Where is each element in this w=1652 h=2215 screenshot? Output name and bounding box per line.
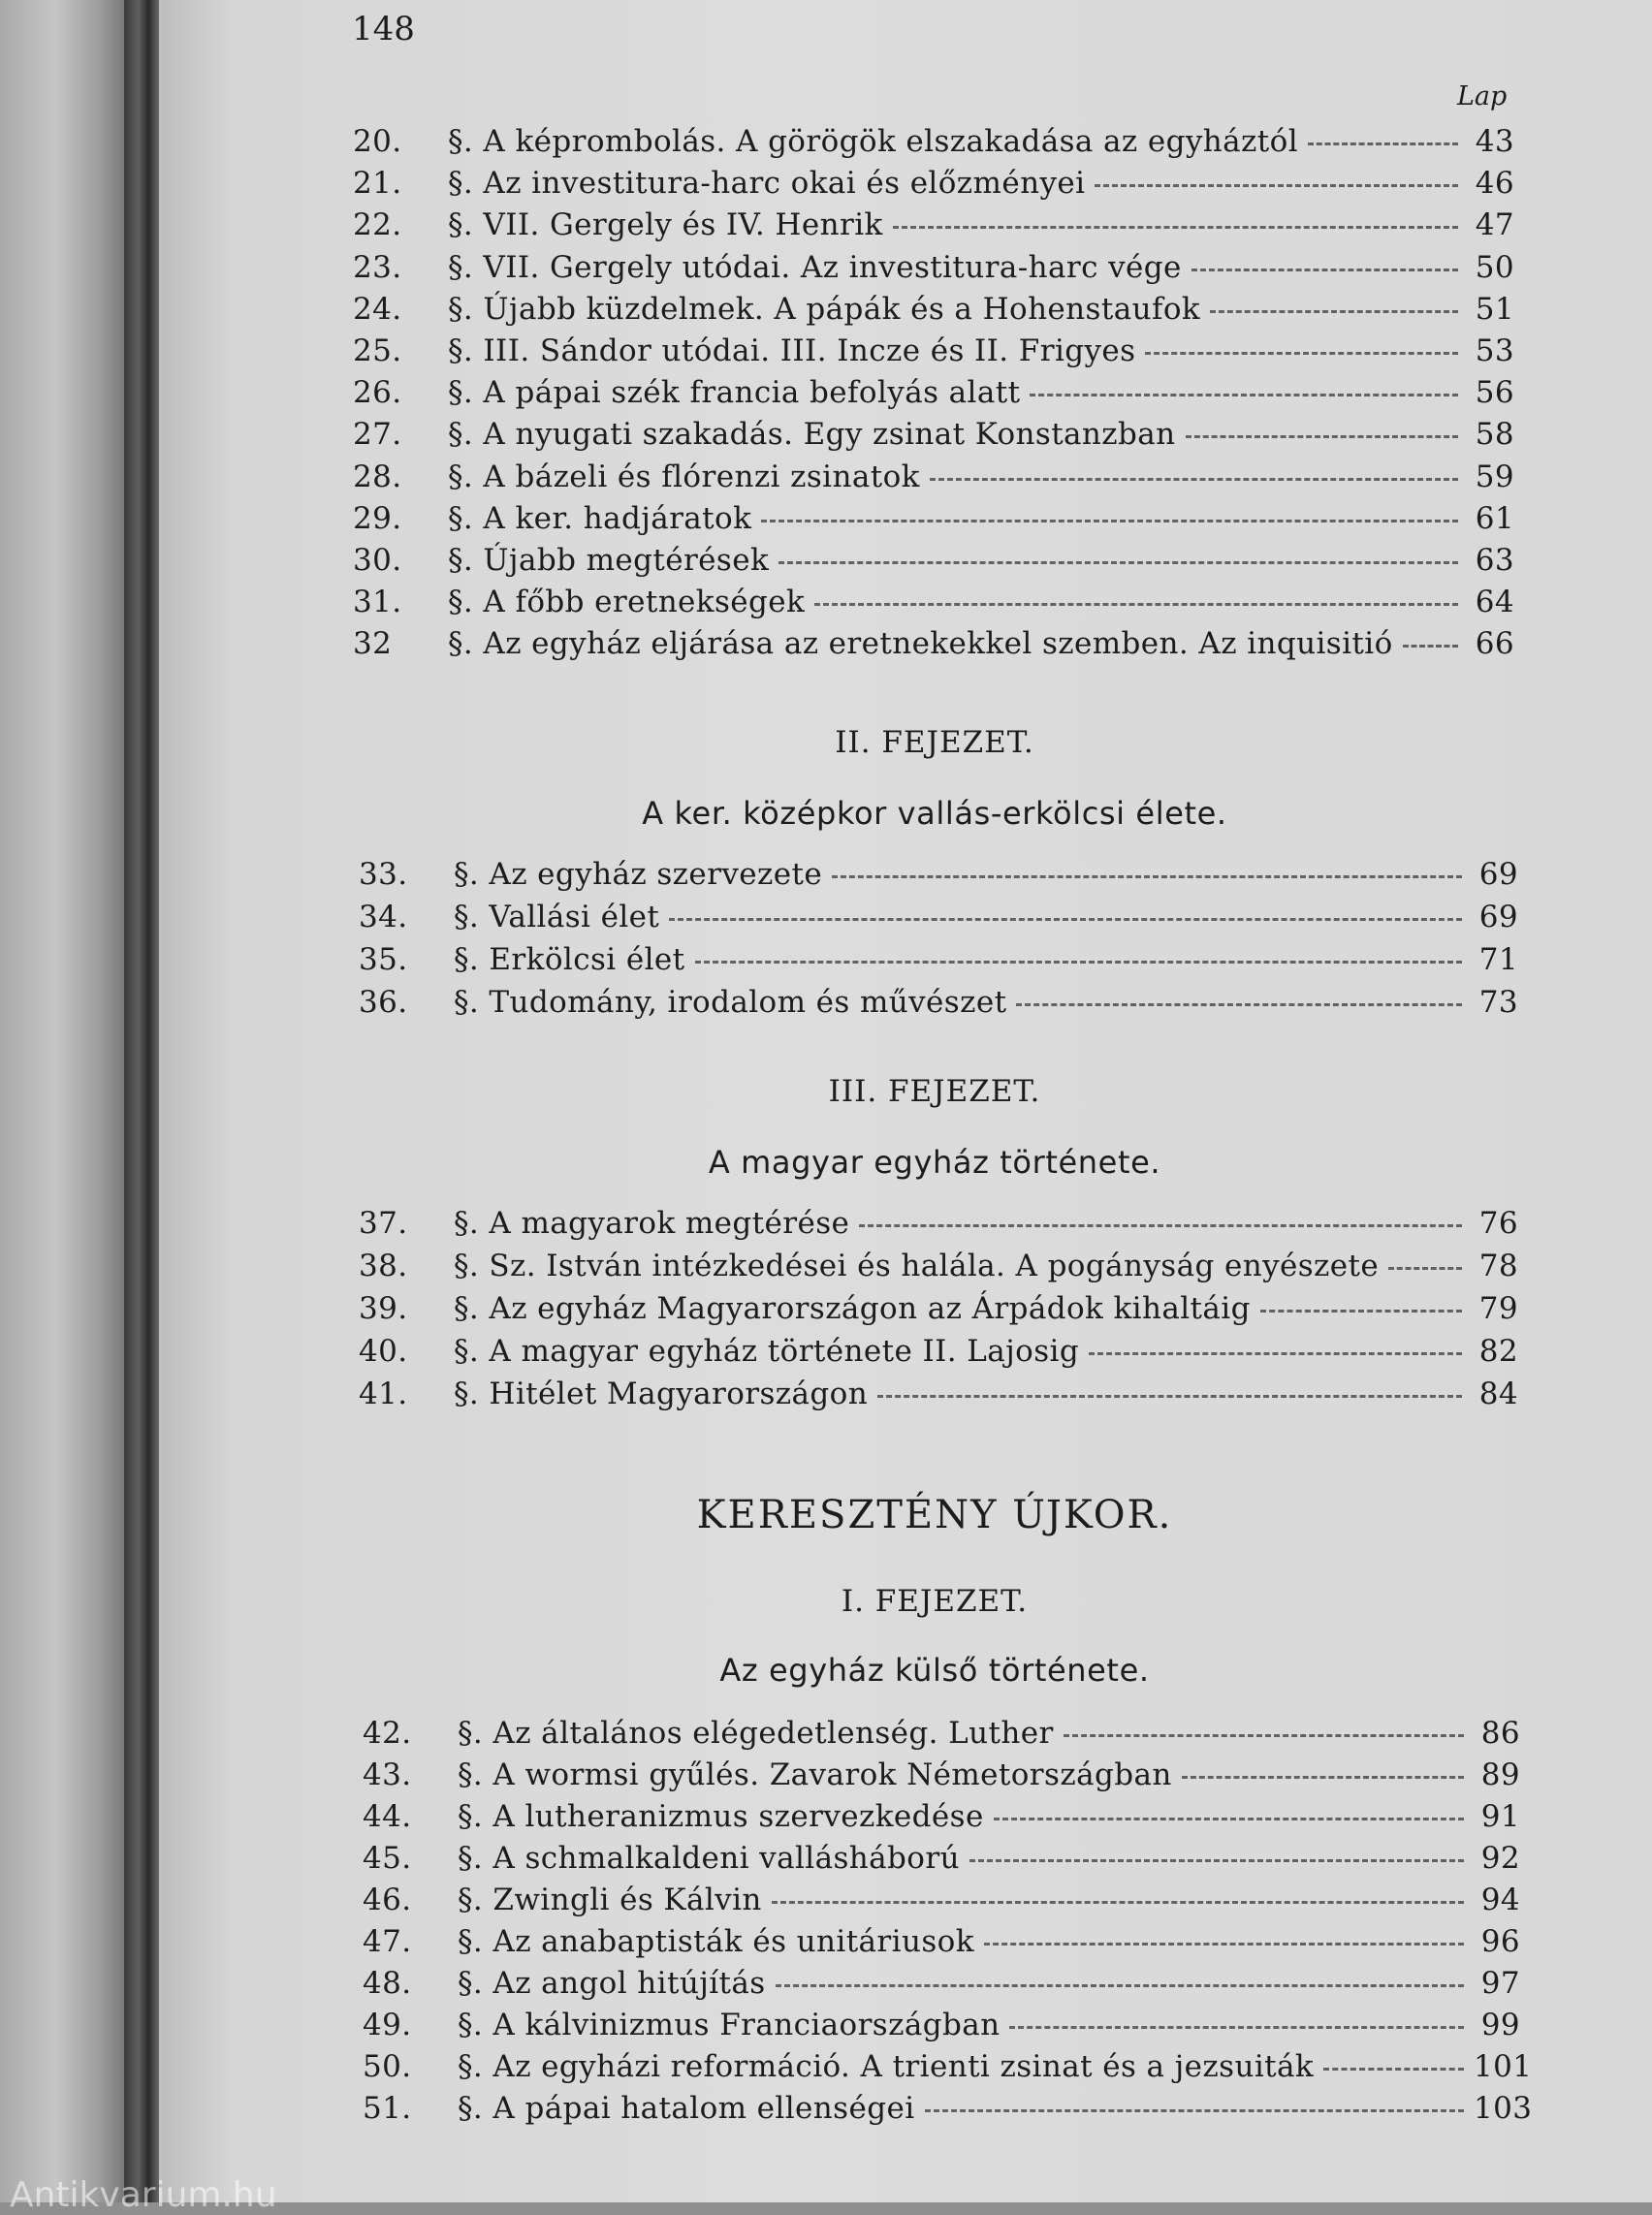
toc-entry <box>363 1883 1520 1917</box>
entry-number: 35. <box>359 942 408 977</box>
entry-number: 21. <box>353 166 402 202</box>
toc-entry <box>363 1924 1520 1959</box>
entry-page: 103 <box>1474 2091 1533 2126</box>
entry-title: §. Az anabaptisták és unitáriusok <box>458 1924 974 1959</box>
entry-title: §. A schmalkaldeni vallásháború <box>458 1841 960 1876</box>
entry-number: 46. <box>363 1883 412 1917</box>
toc-entry <box>359 985 1518 1020</box>
entry-title: §. A bázeli és flórenzi zsinatok <box>448 459 920 494</box>
entry-number: 26. <box>353 375 402 411</box>
entry-number: 49. <box>363 2008 412 2042</box>
toc-entry <box>363 2008 1520 2042</box>
dot-leader <box>1089 1350 1462 1355</box>
dot-leader <box>776 1982 1464 1987</box>
entry-title: §. Vallási élet <box>454 900 660 934</box>
entry-title: §. Újabb megtérések <box>448 543 770 578</box>
entry-title: §. Sz. István intézkedései és halála. A pogányság enyészete <box>454 1249 1380 1283</box>
entry-title: §. Az investitura-harc okai és előzményei <box>448 166 1086 202</box>
entry-title: §. VII. Gergely és IV. Henrik <box>448 207 883 243</box>
entry-title: §. A kálvinizmus Franciaországban <box>458 2008 1001 2042</box>
entry-page: 91 <box>1480 1799 1520 1834</box>
entry-page: 47 <box>1475 207 1514 243</box>
entry-title: §. Zwingli és Kálvin <box>458 1883 762 1917</box>
entry-title: §. Tudomány, irodalom és művészet <box>454 985 1007 1020</box>
toc-entry <box>363 1799 1520 1834</box>
entry-page: 43 <box>1475 124 1514 159</box>
entry-page: 96 <box>1480 1924 1520 1959</box>
dot-leader <box>761 518 1458 522</box>
entry-title: §. Az egyházi reformáció. A trienti zsinat és a jezsuiták <box>458 2049 1315 2084</box>
entry-number: 30. <box>353 543 402 578</box>
entry-number: 48. <box>363 1966 412 2001</box>
entry-number: 34. <box>359 900 408 934</box>
column-label: Lap <box>1457 81 1508 111</box>
entry-page: 59 <box>1475 459 1514 494</box>
entry-page: 51 <box>1475 291 1514 327</box>
dot-leader <box>772 1899 1464 1904</box>
entry-page: 86 <box>1480 1716 1520 1751</box>
chapter-heading: II. FEJEZET. <box>835 725 1034 760</box>
toc-entry <box>353 459 1514 494</box>
entry-number: 36. <box>359 985 408 1020</box>
dot-leader <box>1388 1265 1462 1270</box>
part-heading: KERESZTÉNY ÚJKOR. <box>696 1493 1173 1537</box>
entry-title: §. A lutheranizmus szervezkedése <box>458 1799 984 1834</box>
chapter-subtitle: A ker. középkor vallás-erkölcsi élete. <box>642 795 1227 832</box>
entry-number: 23. <box>353 249 402 285</box>
dot-leader <box>832 873 1462 878</box>
entry-number: 40. <box>359 1334 408 1369</box>
toc-entry <box>363 1757 1520 1792</box>
entry-page: 63 <box>1475 543 1514 578</box>
dot-leader <box>877 1393 1462 1398</box>
entry-title: §. Az angol hitújítás <box>458 1966 766 2001</box>
dot-leader <box>1009 2024 1464 2029</box>
toc-entry <box>363 2091 1533 2126</box>
toc-entry <box>353 250 1514 285</box>
dot-leader <box>695 959 1462 964</box>
dot-leader <box>1186 433 1458 438</box>
entry-page: 50 <box>1475 249 1514 285</box>
dot-leader <box>1182 1774 1464 1779</box>
toc-entry <box>359 1249 1518 1283</box>
toc-entry <box>359 900 1518 934</box>
entry-number: 37. <box>359 1206 408 1241</box>
dot-leader <box>925 2107 1464 2112</box>
toc-entry <box>359 942 1518 977</box>
entry-number: 22. <box>353 207 402 243</box>
entry-title: §. VII. Gergely utódai. Az investitura-harc vége <box>448 249 1182 285</box>
page-number: 148 <box>352 10 415 48</box>
toc-entry <box>353 501 1514 536</box>
entry-title: §. A nyugati szakadás. Egy zsinat Konstanzban <box>448 417 1176 453</box>
entry-number: 41. <box>359 1376 408 1411</box>
dot-leader <box>994 1816 1464 1820</box>
entry-title: §. A ker. hadjáratok <box>448 500 752 536</box>
entry-number: 25. <box>353 333 402 368</box>
entry-title: §. Hitélet Magyarországon <box>454 1376 869 1411</box>
entry-page: 82 <box>1478 1334 1518 1369</box>
toc-entry <box>359 1206 1518 1241</box>
entry-page: 92 <box>1480 1841 1520 1876</box>
entry-page: 79 <box>1478 1291 1518 1326</box>
entry-page: 69 <box>1478 857 1518 892</box>
entry-number: 50. <box>363 2049 412 2084</box>
entry-title: §. Újabb küzdelmek. A pápák és a Hohenstaufok <box>448 291 1201 327</box>
entry-number: 29. <box>353 500 402 536</box>
toc-entry <box>353 292 1514 327</box>
entry-page: 61 <box>1475 500 1514 536</box>
entry-title: §. Erkölcsi élet <box>454 942 685 977</box>
entry-page: 56 <box>1475 375 1514 411</box>
entry-title: §. III. Sándor utódai. III. Incze és II. Frigyes <box>448 333 1136 368</box>
entry-page: 89 <box>1480 1757 1520 1792</box>
dot-leader <box>1210 308 1458 313</box>
entry-title: §. A wormsi gyűlés. Zavarok Németországban <box>458 1757 1172 1792</box>
dot-leader <box>984 1941 1464 1946</box>
entry-number: 45. <box>363 1841 412 1876</box>
toc-entry <box>353 207 1514 242</box>
entry-number: 51. <box>363 2091 412 2126</box>
entry-number: 31. <box>353 585 402 620</box>
chapter-heading: III. FEJEZET. <box>828 1074 1041 1109</box>
toc-entry <box>363 1716 1520 1751</box>
toc-entry <box>353 375 1514 410</box>
entry-title: §. Az egyház Magyarországon az Árpádok kihaltáig <box>454 1291 1251 1326</box>
watermark: Antikvarium.hu <box>10 2175 277 2215</box>
entry-number: 28. <box>353 459 402 494</box>
toc-entry <box>359 1376 1518 1411</box>
entry-page: 101 <box>1474 2049 1533 2084</box>
toc-entry <box>359 1291 1518 1326</box>
dot-leader <box>778 559 1458 564</box>
dot-leader <box>1016 1001 1462 1006</box>
entry-number: 33. <box>359 857 408 892</box>
dot-leader <box>814 601 1458 606</box>
entry-number: 20. <box>353 124 402 159</box>
entry-page: 58 <box>1475 417 1514 453</box>
entry-title: §. A magyarok megtérése <box>454 1206 850 1241</box>
entry-number: 24. <box>353 291 402 327</box>
toc-entry <box>359 857 1518 892</box>
dot-leader <box>1260 1308 1462 1313</box>
dot-leader <box>930 476 1458 481</box>
toc-entry <box>353 333 1514 368</box>
entry-page: 73 <box>1478 985 1518 1020</box>
entry-page: 94 <box>1480 1883 1520 1917</box>
toc-entry <box>353 543 1514 578</box>
dot-leader <box>893 224 1458 229</box>
entry-number: 32 <box>353 626 393 662</box>
toc-entry <box>353 124 1514 159</box>
entry-number: 27. <box>353 417 402 453</box>
entry-page: 46 <box>1475 166 1514 202</box>
entry-title: §. A pápai szék francia befolyás alatt <box>448 375 1021 411</box>
dot-leader <box>1323 2066 1464 2071</box>
page-gutter <box>124 0 159 2202</box>
toc-entry <box>363 1966 1520 2001</box>
entry-title: §. Az általános elégedetlenség. Luther <box>458 1716 1054 1751</box>
entry-number: 38. <box>359 1249 408 1283</box>
chapter-subtitle: Az egyház külső története. <box>719 1652 1150 1689</box>
dot-leader <box>1030 392 1458 396</box>
dot-leader <box>859 1222 1462 1227</box>
entry-title: §. Az egyház eljárása az eretnekekkel szemben. Az inquisitió <box>448 626 1393 662</box>
entry-page: 99 <box>1480 2008 1520 2042</box>
dot-leader <box>969 1857 1464 1862</box>
entry-page: 76 <box>1478 1206 1518 1241</box>
dot-leader <box>1191 267 1458 271</box>
toc-entry <box>363 1841 1520 1876</box>
entry-number: 47. <box>363 1924 412 1959</box>
dot-leader <box>1403 643 1458 648</box>
entry-page: 97 <box>1480 1966 1520 2001</box>
entry-page: 78 <box>1478 1249 1518 1283</box>
entry-title: §. Az egyház szervezete <box>454 857 823 892</box>
entry-title: §. A pápai hatalom ellenségei <box>458 2091 915 2126</box>
entry-number: 39. <box>359 1291 408 1326</box>
dot-leader <box>1145 350 1458 355</box>
entry-title: §. A képrombolás. A görögök elszakadása az egyháztól <box>448 124 1299 159</box>
entry-number: 42. <box>363 1716 412 1751</box>
entry-page: 66 <box>1475 626 1514 662</box>
toc-entry <box>353 585 1514 619</box>
dot-leader <box>1095 182 1458 187</box>
toc-entry <box>353 626 1514 661</box>
entry-page: 53 <box>1475 333 1514 368</box>
entry-number: 43. <box>363 1757 412 1792</box>
dot-leader <box>1064 1732 1464 1737</box>
book-spine <box>0 0 124 2202</box>
chapter-subtitle: A magyar egyház története. <box>708 1144 1161 1181</box>
toc-entry <box>353 417 1514 452</box>
entry-page: 64 <box>1475 585 1514 620</box>
entry-page: 84 <box>1478 1376 1518 1411</box>
entry-page: 69 <box>1478 900 1518 934</box>
dot-leader <box>669 916 1462 921</box>
entry-title: §. A magyar egyház története II. Lajosig <box>454 1334 1080 1369</box>
entry-number: 44. <box>363 1799 412 1834</box>
toc-entry <box>363 2049 1533 2084</box>
toc-entry <box>353 166 1514 201</box>
dot-leader <box>1308 141 1458 145</box>
entry-page: 71 <box>1478 942 1518 977</box>
chapter-heading: I. FEJEZET. <box>841 1584 1029 1619</box>
entry-title: §. A főbb eretnekségek <box>448 585 806 620</box>
toc-entry <box>359 1334 1518 1369</box>
